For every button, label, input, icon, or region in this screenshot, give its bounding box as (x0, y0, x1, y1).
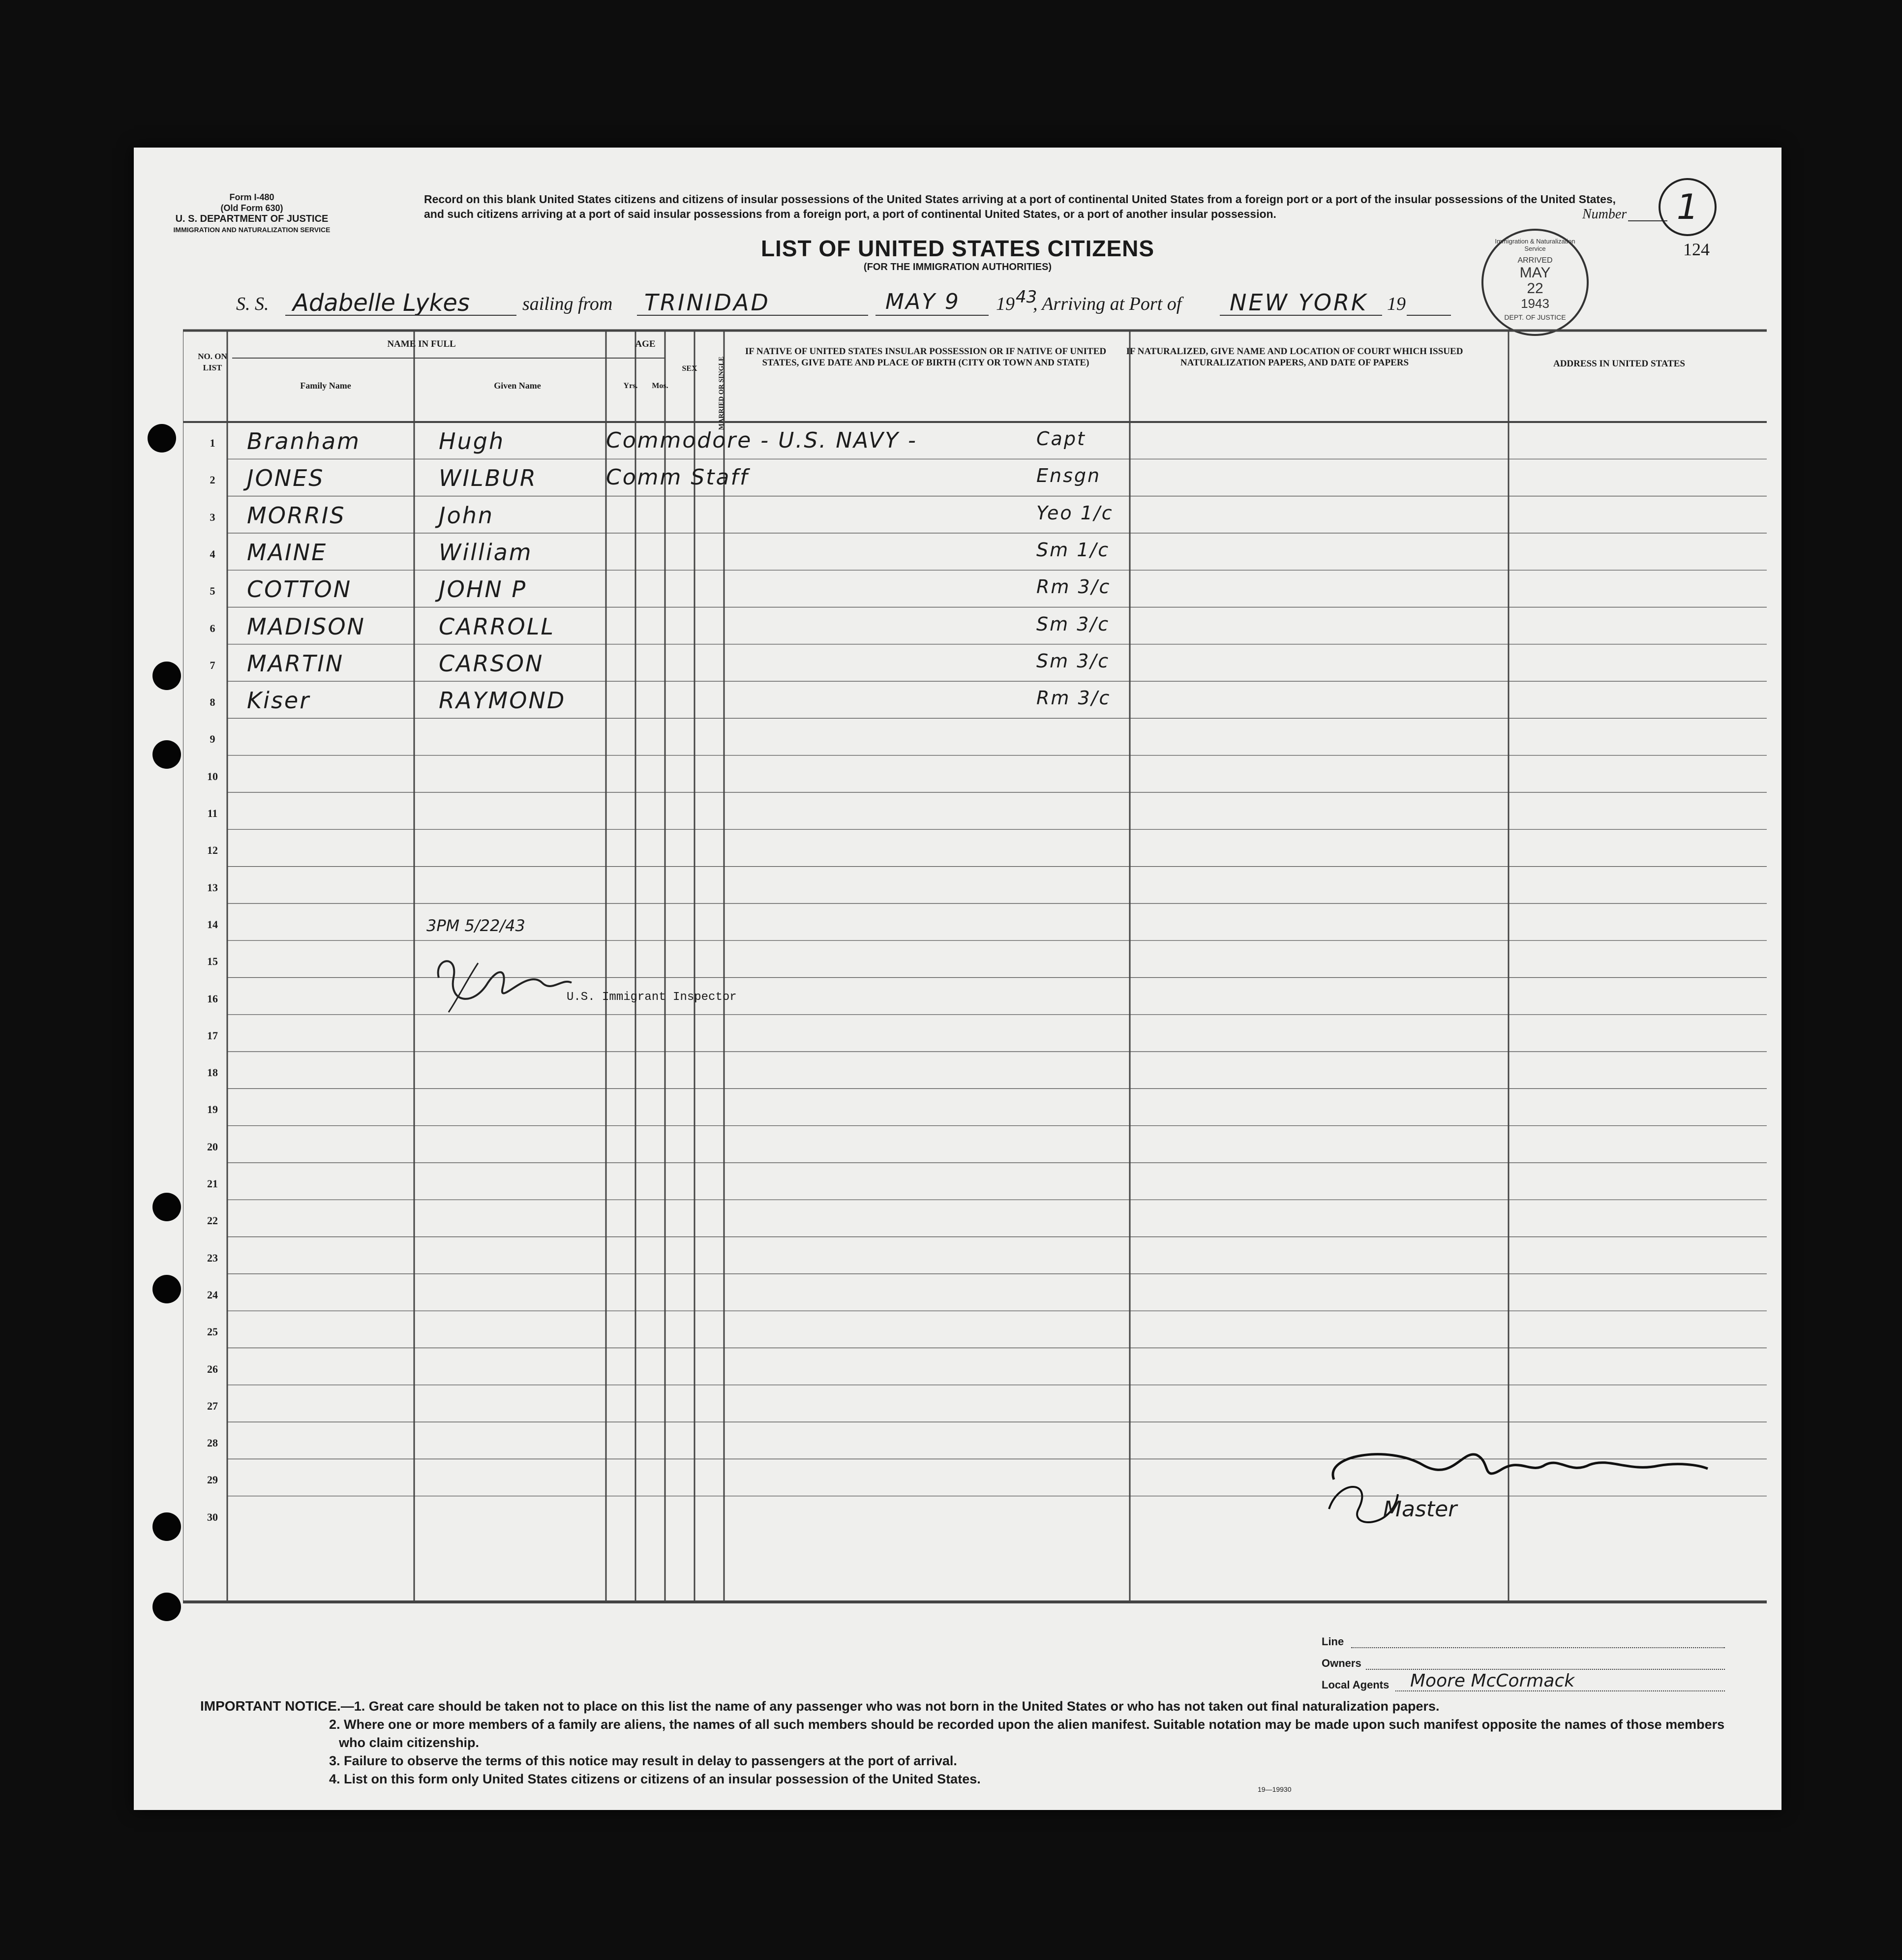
row-number: 12 (207, 844, 218, 857)
page-subtitle: (FOR THE IMMIGRATION AUTHORITIES) (863, 262, 1052, 272)
row-number: 11 (207, 807, 218, 819)
voyage-line (236, 289, 1682, 319)
given-name: William (439, 539, 533, 566)
year-prefix: 19 (996, 294, 1015, 314)
inspector-title: U.S. Immigrant Inspector (567, 991, 737, 1004)
row-number: 24 (207, 1288, 218, 1301)
given-name: WILBUR (439, 465, 537, 492)
page-title: LIST OF UNITED STATES CITIZENS (760, 236, 1155, 261)
owners-label: Owners (1322, 1657, 1361, 1669)
row-number: 30 (207, 1510, 218, 1523)
line-label: Line (1322, 1635, 1344, 1648)
punch-hole (152, 1193, 181, 1221)
page-number: 124 (1683, 240, 1710, 259)
family-name: MARTIN (247, 650, 344, 677)
stamp-arrived: ARRIVED (1517, 256, 1553, 265)
given-name: RAYMOND (439, 687, 566, 714)
navy-rank: Rm 3/c (1036, 687, 1111, 709)
row-number: 13 (207, 881, 218, 894)
col-age: AGE (635, 339, 656, 349)
row-number: 9 (210, 733, 215, 746)
manifest-page (134, 148, 1781, 1810)
row-number: 29 (207, 1474, 218, 1486)
row-number: 8 (210, 696, 215, 709)
row-number: 23 (207, 1251, 218, 1264)
number-label: Number (1582, 207, 1627, 222)
row-number: 5 (210, 585, 215, 598)
entry-note: Commodore - U.S. NAVY - (606, 428, 917, 453)
col-name-in-full: NAME IN FULL (387, 339, 456, 349)
col-naturalization: IF NATURALIZED, GIVE NAME AND LOCATION OF COURT WHICH ISSUED NATURALIZATION PAPERS, AND DATE OF PAPERS (1126, 346, 1463, 368)
stamp-service: Immigration & Naturalization Service (1495, 238, 1575, 252)
stamp-month: MAY (1519, 265, 1551, 281)
service-name: IMMIGRATION AND NATURALIZATION SERVICE (173, 226, 331, 234)
row-number: 25 (207, 1326, 218, 1338)
given-name: Hugh (439, 428, 505, 454)
family-name: MAINE (247, 539, 328, 566)
agents-label: Local Agents (1322, 1679, 1389, 1691)
row-number: 16 (207, 992, 218, 1005)
row-number: 1 (210, 437, 215, 449)
row-number: 6 (210, 622, 215, 634)
inspection-time: 3PM 5/22/43 (426, 916, 525, 935)
family-name: Branham (247, 428, 361, 454)
line-field (1322, 1635, 1730, 1657)
row-number: 4 (210, 547, 215, 560)
navy-rank: Rm 3/c (1036, 576, 1111, 598)
important-notice (200, 1697, 1754, 1788)
family-name: COTTON (247, 576, 352, 603)
navy-rank: Capt (1036, 428, 1086, 450)
row-number: 28 (207, 1437, 218, 1449)
stamp-year: 1943 (1521, 296, 1549, 311)
row-number: 14 (207, 918, 218, 931)
col-age-years: Yrs. (623, 382, 638, 390)
ss-label: S. S. (236, 294, 269, 314)
row-number: 17 (207, 1029, 218, 1042)
row-number: 18 (207, 1066, 218, 1079)
table-grid (183, 329, 1767, 1605)
row-number: 19 (207, 1103, 218, 1116)
family-name: MADISON (247, 613, 365, 640)
notice-1: IMPORTANT NOTICE.—1. Great care should be taken not to place on this list the name of any passenger who was not born in the United States or who has not taken out final naturalization papers. (200, 1698, 1440, 1714)
row-number: 15 (207, 955, 218, 968)
punch-hole (152, 1593, 181, 1621)
notice-title: IMPORTANT NOTICE. (200, 1698, 341, 1714)
number-value: 1 (1659, 178, 1717, 236)
navy-rank: Sm 1/c (1036, 539, 1110, 561)
family-name: Kiser (247, 687, 311, 714)
departure-date: MAY 9 (885, 289, 960, 314)
ship-name: Adabelle Lykes (293, 289, 470, 317)
col-given-name: Given Name (494, 381, 541, 391)
navy-rank: Sm 3/c (1036, 613, 1110, 635)
year-suffix: 43 (1016, 287, 1037, 307)
punch-hole (152, 1275, 181, 1303)
year2-label: 19 (1387, 294, 1406, 314)
department-name: U. S. DEPARTMENT OF JUSTICE (175, 213, 329, 224)
navy-rank: Ensgn (1036, 465, 1101, 487)
col-age-months: Mos. (652, 382, 668, 390)
entry-note: Comm Staff (606, 465, 749, 490)
family-name: JONES (247, 465, 325, 492)
row-number: 10 (207, 770, 218, 783)
master-signature (1314, 1435, 1718, 1543)
arriving-label: , Arriving at Port of (1033, 294, 1182, 314)
form-number: Form I-480 (229, 192, 274, 202)
stamp-dept: DEPT. OF JUSTICE (1504, 313, 1566, 321)
passenger-table (183, 329, 1767, 1605)
punch-hole (148, 424, 176, 452)
row-number: 3 (210, 511, 215, 523)
row-number: 22 (207, 1214, 218, 1227)
row-number: 21 (207, 1177, 218, 1190)
row-number: 7 (210, 659, 215, 671)
col-no: NO. ON LIST (198, 352, 227, 372)
notice-2: 2. Where one or more members of a family are aliens, the names of all such members should be recorded upon the alien manifest. Suitable notation may be made upon such manifest opposite the names of those members who claim citizenship. (329, 1717, 1725, 1750)
col-sex: SEX (682, 364, 697, 373)
family-name: MORRIS (247, 502, 346, 529)
col-married-single: MARRIED OR SINGLE (718, 356, 725, 430)
row-number: 2 (210, 474, 215, 486)
notice-3: 3. Failure to observe the terms of this notice may result in delay to passengers at the port of arrival. (329, 1753, 957, 1768)
sailing-from-label: sailing from (522, 294, 613, 314)
punch-hole (152, 740, 181, 769)
instructions-text: Record on this blank United States citizens and citizens of insular possessions of the United States arriving at a port of continental United States from a foreign port or a port of the insular possessions of the United States, and such citizens arriving at a port of said insular possessions from a foreign port, a port of continental United States, or a port of another insular possession. (424, 193, 1616, 220)
stamp-day: 22 (1527, 280, 1543, 297)
notice-4: 4. List on this form only United States citizens or citizens of an insular possession of the United States. (329, 1772, 981, 1786)
punch-hole (152, 1512, 181, 1541)
given-name: CARROLL (439, 613, 555, 640)
agents-value: Moore McCormack (1410, 1671, 1575, 1691)
row-number: 27 (207, 1399, 218, 1412)
col-birth-place: IF NATIVE OF UNITED STATES INSULAR POSSESSION OR IF NATIVE OF UNITED STATES, GIVE DATE AND PLACE OF BIRTH (CITY OR TOWN AND STATE) (745, 346, 1107, 368)
col-address: ADDRESS IN UNITED STATES (1553, 359, 1685, 369)
arrival-stamp (1481, 229, 1589, 336)
inspector-signature (429, 948, 576, 1017)
given-name: JOHN P (439, 576, 527, 603)
print-code: 19—19930 (1258, 1785, 1292, 1793)
punch-hole (152, 662, 181, 690)
line-owners-agents (1322, 1635, 1730, 1700)
form-id-block (168, 192, 335, 235)
old-form-number: (Old Form 630) (220, 203, 283, 213)
col-family-name: Family Name (300, 381, 351, 391)
given-name: John (439, 502, 494, 529)
master-label: Master (1383, 1497, 1457, 1522)
departure-port: TRINIDAD (644, 289, 770, 316)
row-number: 26 (207, 1362, 218, 1375)
given-name: CARSON (439, 650, 544, 677)
navy-rank: Sm 3/c (1036, 650, 1110, 672)
row-number: 20 (207, 1140, 218, 1153)
navy-rank: Yeo 1/c (1036, 502, 1114, 524)
arrival-port: NEW YORK (1230, 289, 1368, 316)
